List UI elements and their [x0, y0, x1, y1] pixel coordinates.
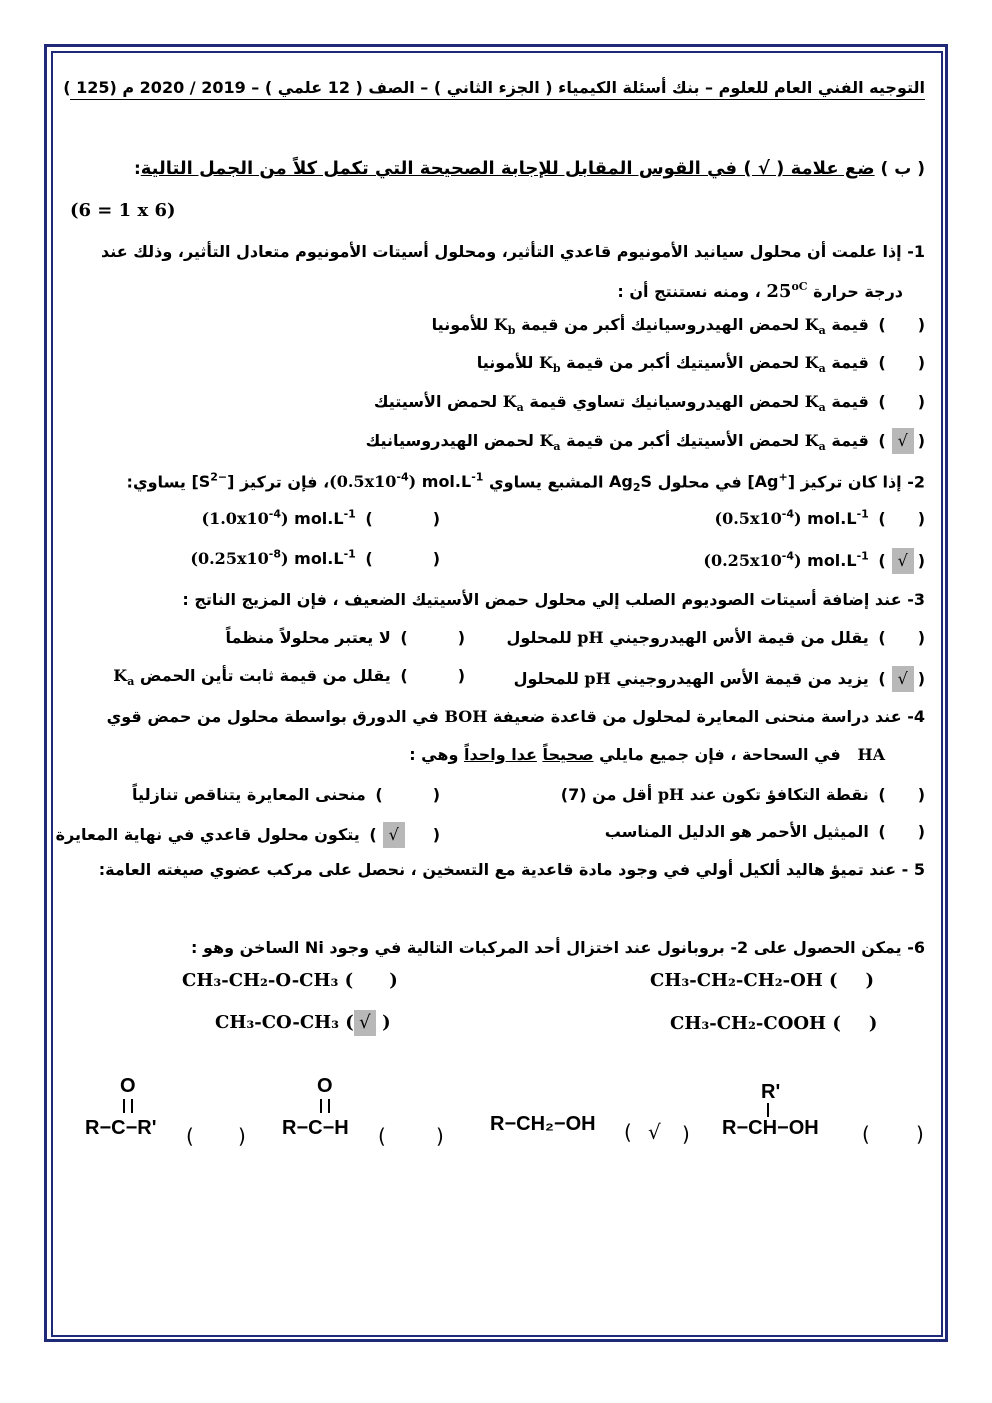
q1-o3-k: $K_a$	[804, 392, 826, 415]
q6-option-1[interactable]	[650, 970, 874, 991]
q5-option-2-paren-open: (	[624, 1120, 632, 1144]
q2-o2-value: $(1.0x10^{-4})$ $mol.L^{-1}$	[201, 508, 356, 529]
section-title: ضع علامة ( √ ) في القوس المقابل للإجابة الصحيحة التي تكمل كلاً من الجمل التالية	[140, 158, 875, 179]
q5-option-1-paren-open: (	[862, 1122, 870, 1146]
q1-option-2[interactable]: () قيمة $K_a$ لحمض الأسيتيك أكبر من قيمة $K_b$ للأمونيا	[476, 353, 925, 376]
q1-option-3[interactable]: () قيمة $K_a$ لحمض الهيدروسيانيك تساوي قيمة $K_a$ لحمض الأسيتيك	[373, 392, 925, 415]
q2-s-ion: $[S^{2-}]$	[191, 471, 235, 492]
q5-s4-double-bond	[123, 1099, 133, 1113]
q2-o4-value: $(0.25x10^{-8})$ $mol.L^{-1}$	[190, 548, 356, 569]
q1-option-1[interactable]: () قيمة $K_a$ لحمض الهيدروسيانيك أكبر من قيمة $K_b$ للأمونيا	[431, 315, 925, 338]
q6-number: 6-	[907, 938, 925, 957]
q2-option-3[interactable]: (√) $(0.25x10^{-4})$ $mol.L^{-1}$	[703, 548, 925, 574]
page-header: التوجيه الفني العام للعلوم – بنك أسئلة الكيمياء ( الجزء الثاني ) – الصف ( 12 علمي ) – 2019 / 2020 م (125 )	[70, 78, 925, 100]
q4-correct: صحيحاً	[542, 745, 594, 764]
q4-o1-ph: pH	[657, 785, 685, 804]
q4-stem-d: وهي :	[409, 745, 459, 764]
q6-option-2[interactable]	[182, 970, 398, 991]
q2-option-3-checkmark[interactable]: √	[892, 548, 914, 574]
q4-option-2[interactable]: () منحنى المعايرة يتناقص تنازلياً	[132, 785, 440, 804]
q3-option-3[interactable]: (√) يزيد من قيمة الأس الهيدروجيني pH للمحلول	[514, 666, 925, 692]
q1-o3-k2: $K_a$	[502, 392, 524, 415]
q5-option-2-paren-close: )	[682, 1122, 690, 1146]
q1-stem-line1	[70, 242, 925, 261]
q5-option-3[interactable]	[282, 1075, 349, 1140]
q1-temperature	[766, 281, 807, 302]
q3-option-2[interactable]: () لا يعتبر محلولاً منظماً	[225, 628, 465, 647]
q5-s2-label: R−CH₂−OH	[490, 1113, 596, 1135]
q1-o4-k: $K_a$	[804, 431, 826, 454]
q3-stem	[70, 590, 925, 609]
q5-stem	[70, 860, 925, 879]
q1-o2-pre: قيمة	[831, 353, 869, 372]
q4-stem-b: في الدورق بواسطة محلول من حمض قوي	[106, 707, 439, 726]
q1-o1-post: للأمونيا	[431, 315, 489, 334]
q2-stem	[70, 471, 925, 495]
q5-number: 5 -	[901, 860, 925, 879]
q6-option-4[interactable]	[215, 1010, 391, 1036]
q5-s1-top: R'	[761, 1081, 781, 1103]
q2-stem-e: يساوي:	[126, 472, 186, 492]
q2-given-value: $(0.5x10^{-4})$ $mol.L^{-1}$	[329, 471, 484, 492]
q1-stem-text: إذا علمت أن محلول سيانيد الأمونيوم قاعدي التأثير، ومحلول أسيتات الأمونيوم متعادل التأثير، وذلك عند	[100, 242, 902, 261]
section-marks: (6 = 1 x 6)	[70, 200, 176, 221]
q1-o4-pre: قيمة	[831, 431, 869, 450]
q5-s3-label: R−C−H	[282, 1117, 349, 1139]
q4-number: 4-	[907, 707, 925, 726]
q3-o3-text-b: للمحلول	[513, 669, 579, 688]
q6-o2-close: )	[389, 970, 398, 991]
q1-o2-post: للأمونيا	[476, 353, 534, 372]
q3-o1-text-a: يقلل من قيمة الأس الهيدروجيني	[609, 628, 869, 647]
q5-option-1-paren-close: )	[916, 1122, 924, 1146]
q3-o4-text: يقلل من قيمة ثابت تأين الحمض	[139, 666, 391, 685]
q4-stem-line2	[70, 745, 885, 764]
q1-o3-mid: لحمض الهيدروسيانيك تساوي قيمة	[529, 392, 800, 411]
q5-s1-bond	[767, 1103, 769, 1117]
q3-stem-text: عند إضافة أسيتات الصوديوم الصلب إلي محلول حمض الأسيتيك الضعيف ، فإن المزيج الناتج :	[182, 590, 902, 609]
q5-s1-label: R−CH−OH	[722, 1117, 819, 1139]
q1-o3-pre: قيمة	[831, 392, 869, 411]
q5-s4-top: O	[120, 1075, 136, 1097]
q1-o1-k2: $K_b$	[493, 315, 516, 338]
section-heading	[70, 158, 925, 179]
q6-o3-close: )	[868, 1013, 878, 1034]
q2-stem-d: ، فإن تركيز	[240, 472, 330, 492]
q5-stem-text: عند تميؤ هاليد ألكيل أولي في وجود مادة قاعدية مع التسخين ، نحصل على مركب عضوي صيغته العامة:	[98, 860, 897, 879]
q4-o1-text-b: أقل من (7)	[560, 785, 653, 804]
q3-option-4[interactable]: () يقلل من قيمة ثابت تأين الحمض $K_a$	[113, 666, 465, 689]
q2-option-4[interactable]: () $(0.25x10^{-8})$ $mol.L^{-1}$	[190, 548, 440, 569]
q6-o1-close: )	[865, 970, 875, 991]
q1-option-4-checkmark[interactable]: √	[892, 428, 914, 454]
q3-o2-text: لا يعتبر محلولاً منظماً	[225, 628, 391, 647]
q6-option-3[interactable]	[670, 1013, 877, 1034]
q1-o1-pre: قيمة	[831, 315, 869, 334]
q1-o1-mid: لحمض الهيدروسيانيك أكبر من قيمة	[521, 315, 800, 334]
q4-o4-text: يتكون محلول قاعدي في نهاية المعايرة	[55, 825, 360, 844]
q5-option-4-paren-open: (	[186, 1124, 194, 1148]
q2-number: 2-	[907, 472, 925, 492]
section-colon: :	[133, 159, 141, 179]
q1-temp-value: 25	[766, 281, 792, 302]
q6-stem-a: يمكن الحصول على 2- بروبانول عند اختزال أحد المركبات التالية في وجود	[329, 938, 902, 957]
q4-option-4[interactable]: (√) يتكون محلول قاعدي في نهاية المعايرة	[56, 822, 440, 848]
q4-option-1[interactable]: () نقطة التكافؤ تكون عند pH أقل من (7)	[560, 785, 925, 804]
q1-stem-line2	[70, 280, 903, 302]
q6-o4-formula: CH₃-CO-CH₃ (	[215, 1012, 354, 1033]
q6-o1-formula: CH₃-CH₂-CH₂-OH (	[650, 970, 838, 991]
q2-stem-b: في محلول	[657, 472, 742, 492]
q1-o4-post: لحمض الهيدروسيانيك	[365, 431, 534, 450]
q2-salt: $Ag_2S$	[609, 472, 653, 495]
q4-base: BOH	[444, 707, 488, 726]
q6-o2-formula: CH₃-CH₂-O-CH₃ (	[182, 970, 354, 991]
q4-o2-text: منحنى المعايرة يتناقص تنازلياً	[132, 785, 366, 804]
q5-option-2-checkmark[interactable]: √	[648, 1120, 661, 1144]
q2-ag-ion: [Ag+]	[747, 471, 796, 492]
q3-number: 3-	[907, 590, 925, 609]
q5-option-1[interactable]	[722, 1081, 819, 1140]
q3-option-1[interactable]: () يقلل من قيمة الأس الهيدروجيني pH للمحلول	[506, 628, 925, 647]
q5-s3-top: O	[317, 1075, 333, 1097]
q2-option-1[interactable]: () $(0.5x10^{-4})$ $mol.L^{-1}$	[714, 508, 925, 529]
q4-option-3[interactable]: () الميثيل الأحمر هو الدليل المناسب	[604, 822, 925, 841]
q5-option-3-paren-open: (	[378, 1124, 386, 1148]
q3-o1-ph: pH	[577, 628, 604, 647]
q3-o3-ph: pH	[584, 669, 611, 688]
q3-o4-k: $K_a$	[113, 666, 135, 689]
q1-o4-mid: لحمض الأسيتيك أكبر من قيمة	[566, 431, 800, 450]
q6-stem	[70, 938, 925, 957]
q5-option-2[interactable]	[490, 1113, 596, 1136]
q3-o1-text-b: للمحلول	[506, 628, 572, 647]
q1-stem-a: درجة حرارة	[813, 282, 903, 301]
q1-o1-k: $K_a$	[804, 315, 826, 338]
q1-temp-unit: oC	[791, 280, 808, 293]
q1-o2-k: $K_a$	[804, 353, 826, 376]
q4-o3-text: الميثيل الأحمر هو الدليل المناسب	[604, 822, 869, 841]
q1-o3-post: لحمض الأسيتيك	[373, 392, 498, 411]
q5-option-3-paren-close: )	[436, 1124, 444, 1148]
q1-option-4[interactable]: (√) قيمة $K_a$ لحمض الأسيتيك أكبر من قيمة $K_a$ لحمض الهيدروسيانيك	[366, 428, 925, 454]
q4-acid: HA	[857, 745, 885, 764]
q1-number: 1-	[907, 242, 925, 261]
q2-o1-value: $(0.5x10^{-4})$ $mol.L^{-1}$	[714, 508, 869, 529]
q6-o4-close: )	[382, 1012, 391, 1033]
q4-stem-c: في السحاحة ، فإن جميع مايلي	[599, 745, 841, 764]
q4-stem-a: عند دراسة منحنى المعايرة لمحلول من قاعدة ضعيفة	[492, 707, 902, 726]
q2-stem-a: إذا كان تركيز	[800, 472, 902, 492]
q4-stem-line1	[70, 707, 925, 726]
q3-o3-text-a: يزيد من قيمة الأس الهيدروجيني	[616, 669, 869, 688]
q5-s3-double-bond	[320, 1099, 330, 1113]
q3-option-3-checkmark[interactable]: √	[892, 666, 914, 692]
q2-o3-value: $(0.25x10^{-4})$ $mol.L^{-1}$	[703, 549, 869, 570]
q5-option-4[interactable]	[85, 1075, 157, 1140]
q1-o4-k2: $K_a$	[539, 431, 561, 454]
q4-option-4-checkmark[interactable]: √	[383, 822, 405, 848]
q5-option-4-paren-close: )	[238, 1124, 246, 1148]
q1-o2-mid: لحمض الأسيتيك أكبر من قيمة	[566, 353, 800, 372]
q6-option-4-checkmark[interactable]: √	[354, 1010, 376, 1036]
section-prefix: ( ب )	[880, 159, 925, 179]
q5-s4-label: R−C−R'	[85, 1117, 157, 1139]
q1-o2-k2: $K_b$	[538, 353, 561, 376]
q2-stem-c: المشبع يساوي	[489, 472, 604, 492]
q1-stem-b: ، ومنه نستنتج أن :	[617, 282, 761, 301]
q6-ni: Ni	[304, 938, 324, 957]
q4-o1-text-a: نقطة التكافؤ تكون عند	[689, 785, 869, 804]
q4-except: عدا واحداً	[463, 745, 537, 764]
q6-o3-formula: CH₃-CH₂-COOH (	[670, 1013, 841, 1034]
q6-stem-b: الساخن وهو :	[191, 938, 300, 957]
q2-option-2[interactable]: () $(1.0x10^{-4})$ $mol.L^{-1}$	[201, 508, 440, 529]
